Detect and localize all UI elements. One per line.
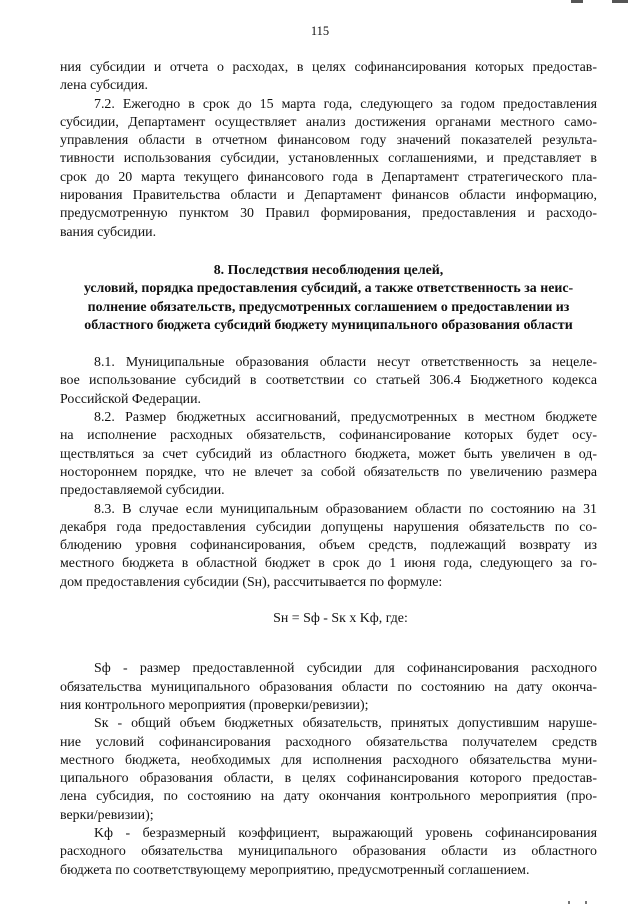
text-line: нирования Правительства области и Департамент финансов области информацию,	[60, 188, 597, 204]
text-line: лена субсидия.	[60, 78, 148, 94]
text-line: ципального образования области, в целях софинансирования которого предостав-	[60, 771, 597, 787]
text-line: 8.2. Размер бюджетных ассигнований, предусмотренных в местном бюджете	[94, 410, 597, 426]
scan-edge-mark	[571, 0, 583, 3]
text-line: субсидии, Департамент осуществляет анализ достижения органами местного само-	[60, 114, 597, 130]
formula: Sн = Sф - Sк x Kф, где:	[273, 611, 408, 627]
definition-kf	[60, 825, 597, 880]
text-line: Sк - общий объем бюджетных обязательств, принятых допустившим наруше-	[94, 716, 597, 732]
scan-dot	[568, 901, 570, 904]
text-line: Kф - безразмерный коэффициент, выражающий уровень софинансирования	[94, 825, 597, 841]
text-line: блюдению уровня софинансирования, объем средств, подлежащий возврату из	[60, 538, 597, 554]
heading-line: 8. Последствия несоблюдения целей,	[213, 262, 444, 278]
text-line: вое использование субсидий в соответствии со статьей 306.4 Бюджетного кодекса	[60, 373, 597, 389]
text-line: 8.1. Муниципальные образования области несут ответственность за нецеле-	[94, 355, 597, 371]
text-line: предусмотренную пунктом 30 Правил формирования, предоставления и расходо-	[60, 206, 597, 222]
heading-line: полнение обязательств, предусмотренных соглашением о предоставлении из	[87, 299, 570, 315]
text-line: верки/ревизии);	[60, 807, 154, 823]
text-line: 7.2. Ежегодно в срок до 15 марта года, следующего за годом предоставления	[94, 96, 597, 112]
text-line: управления области в отчетном финансовом году значений показателей результа-	[60, 133, 597, 149]
text-line: ществляться за счет субсидий из областного бюджета, может быть увеличен в од-	[60, 446, 597, 462]
text-line: обязательства муниципального образования области по состоянию на дату оконча-	[60, 679, 597, 695]
scan-edge-mark	[612, 0, 628, 3]
definition-sk	[60, 715, 597, 825]
text-line: срок до 20 марта текущего финансового года в Департамент стратегического пла-	[60, 169, 597, 185]
text-line: тивности использования субсидии, установленных соглашениями, и представляет в	[60, 151, 597, 167]
text-line: бюджета по соответствующему мероприятию, предусмотренный соглашением.	[60, 862, 530, 878]
heading-line: условий, порядка предоставления субсидий, а также ответственность за неис-	[83, 281, 574, 297]
text-line: расходного обязательства муниципального образования области из областного	[60, 844, 597, 860]
paragraph-8-1	[60, 354, 597, 409]
text-line: ние условий софинансирования расходного обязательства получателем средств	[60, 734, 597, 750]
scan-dot	[585, 901, 587, 904]
paragraph-7-2	[60, 96, 597, 242]
text-line: ния контрольного мероприятия (проверки/ревизии);	[60, 697, 369, 713]
text-line: местного бюджета, необходимых для исполнения расходного обязательства муни-	[60, 752, 597, 768]
text-line: вания субсидии.	[60, 224, 157, 240]
text-line: предоставляемой субсидии.	[60, 483, 225, 499]
text-line: ностороннем порядке, что не влечет за собой обязательств по увеличению размера	[60, 464, 597, 480]
paragraph-7-1-continuation	[60, 59, 597, 96]
section-8-heading	[60, 262, 597, 335]
text-line: ния субсидии и отчета о расходах, в целях софинансирования которых предостав-	[60, 60, 597, 75]
text-line: 8.3. В случае если муниципальным образованием области по состоянию на 31	[94, 501, 597, 517]
text-line: местного бюджета в областной бюджет в срок до 1 июня года, следующего за го-	[60, 556, 597, 572]
scan-edge-mark	[568, 901, 598, 905]
paragraph-8-2	[60, 409, 597, 500]
text-line: Российской Федерации.	[60, 391, 202, 407]
page-number: 115	[310, 24, 330, 38]
document-body	[60, 59, 597, 880]
text-line: лена субсидия, по состоянию на дату окончания контрольного мероприятия (про-	[60, 789, 597, 805]
definition-sf	[60, 660, 597, 715]
text-line: на исполнение расходных обязательств, софинансирование которых будет осу-	[60, 428, 597, 444]
heading-line: областного бюджета субсидий бюджету муниципального образования области	[84, 317, 573, 333]
text-line: Sф - размер предоставленной субсидии для софинансирования расходного	[94, 661, 597, 677]
text-line: декабря года предоставления субсидии допущены нарушения обязательств по со-	[60, 519, 597, 535]
text-line: дом предоставления субсидии (Sн), рассчитывается по формуле:	[60, 574, 443, 590]
paragraph-8-3	[60, 501, 597, 592]
